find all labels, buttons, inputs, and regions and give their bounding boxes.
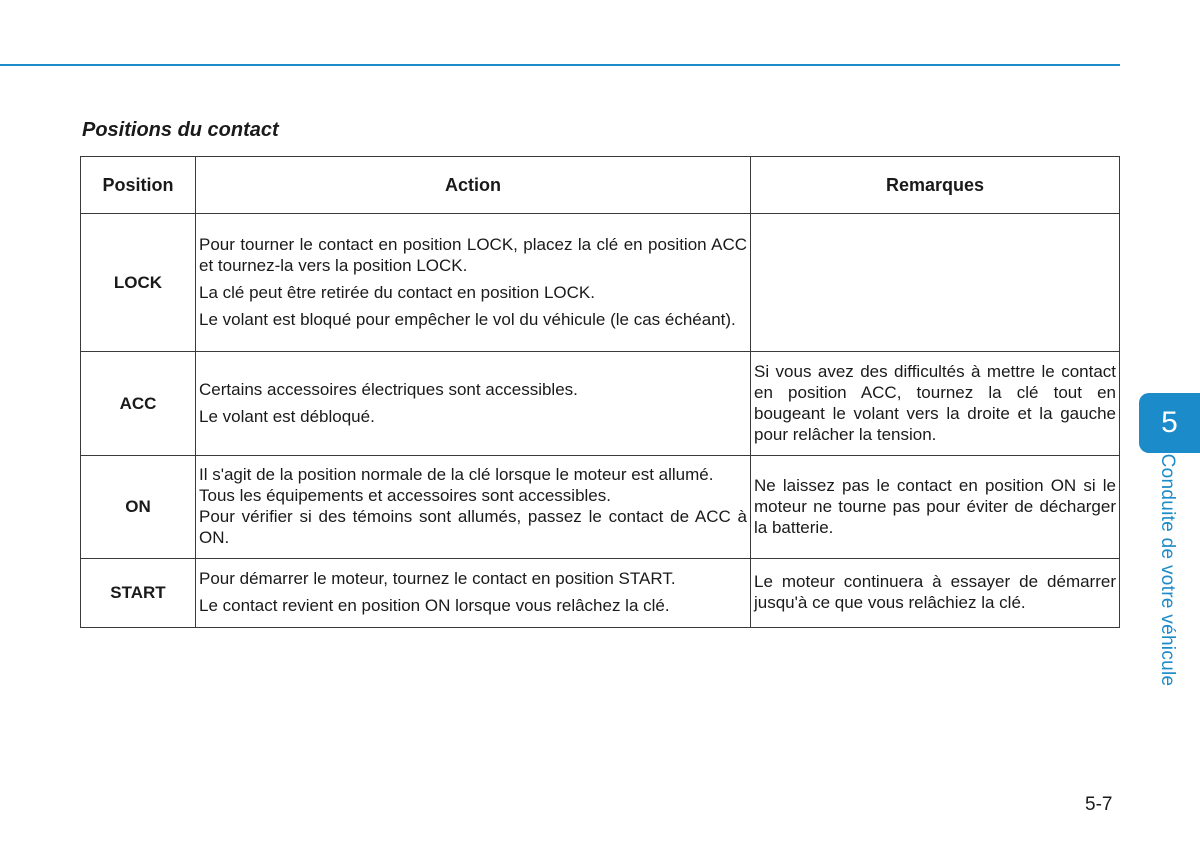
ignition-positions-table xyxy=(80,156,1120,628)
table-row-acc xyxy=(81,352,1120,456)
action-text: Tous les équipements et accessoires sont accessibles. xyxy=(199,486,611,505)
action-text: Le volant est bloqué pour empêcher le vol du véhicule (le cas échéant). xyxy=(199,309,736,329)
position-cell: ACC xyxy=(81,352,196,456)
action-text: Certains accessoires électriques sont accessibles. xyxy=(199,379,578,399)
action-cell xyxy=(196,214,751,352)
action-text: La clé peut être retirée du contact en position LOCK. xyxy=(199,282,595,302)
table-header-row xyxy=(81,157,1120,214)
chapter-number-tab: 5 xyxy=(1139,393,1200,453)
header-action: Action xyxy=(196,157,751,214)
table-row-start xyxy=(81,559,1120,628)
position-cell: START xyxy=(81,559,196,628)
header-position: Position xyxy=(81,157,196,214)
action-text: Il s'agit de la position normale de la clé lorsque le moteur est allumé. xyxy=(199,465,714,484)
header-remarks: Remarques xyxy=(751,157,1120,214)
header-rule xyxy=(0,64,1120,66)
chapter-title: Conduite de votre véhicule xyxy=(1157,453,1178,687)
table-row-on xyxy=(81,456,1120,559)
position-cell: LOCK xyxy=(81,214,196,352)
remarks-cell: Le moteur continuera à essayer de démarrer jusqu'à ce que vous relâchiez la clé. xyxy=(751,559,1120,628)
action-cell xyxy=(196,456,751,559)
action-cell xyxy=(196,559,751,628)
table-row-lock xyxy=(81,214,1120,352)
section-title: Positions du contact xyxy=(82,119,279,141)
action-text: Pour vérifier si des témoins sont allumés, passez le contact de ACC à ON. xyxy=(199,507,747,547)
action-text: Pour démarrer le moteur, tournez le contact en position START. xyxy=(199,569,676,588)
position-cell: ON xyxy=(81,456,196,559)
remarks-cell: Ne laissez pas le contact en position ON si le moteur ne tourne pas pour éviter de décharger la batterie. xyxy=(751,456,1120,559)
remarks-cell xyxy=(751,214,1120,352)
remarks-cell: Si vous avez des difficultés à mettre le contact en position ACC, tournez la clé tout en bougeant le volant vers la droite et la gauche pour relâcher la tension. xyxy=(751,352,1120,456)
action-text: Le volant est débloqué. xyxy=(199,406,375,426)
action-text: Le contact revient en position ON lorsque vous relâchez la clé. xyxy=(199,596,670,615)
action-text: Pour tourner le contact en position LOCK, placez la clé en position ACC et tournez-la vers la position LOCK. xyxy=(199,234,747,275)
page-number: 5-7 xyxy=(1085,794,1113,815)
action-cell xyxy=(196,352,751,456)
